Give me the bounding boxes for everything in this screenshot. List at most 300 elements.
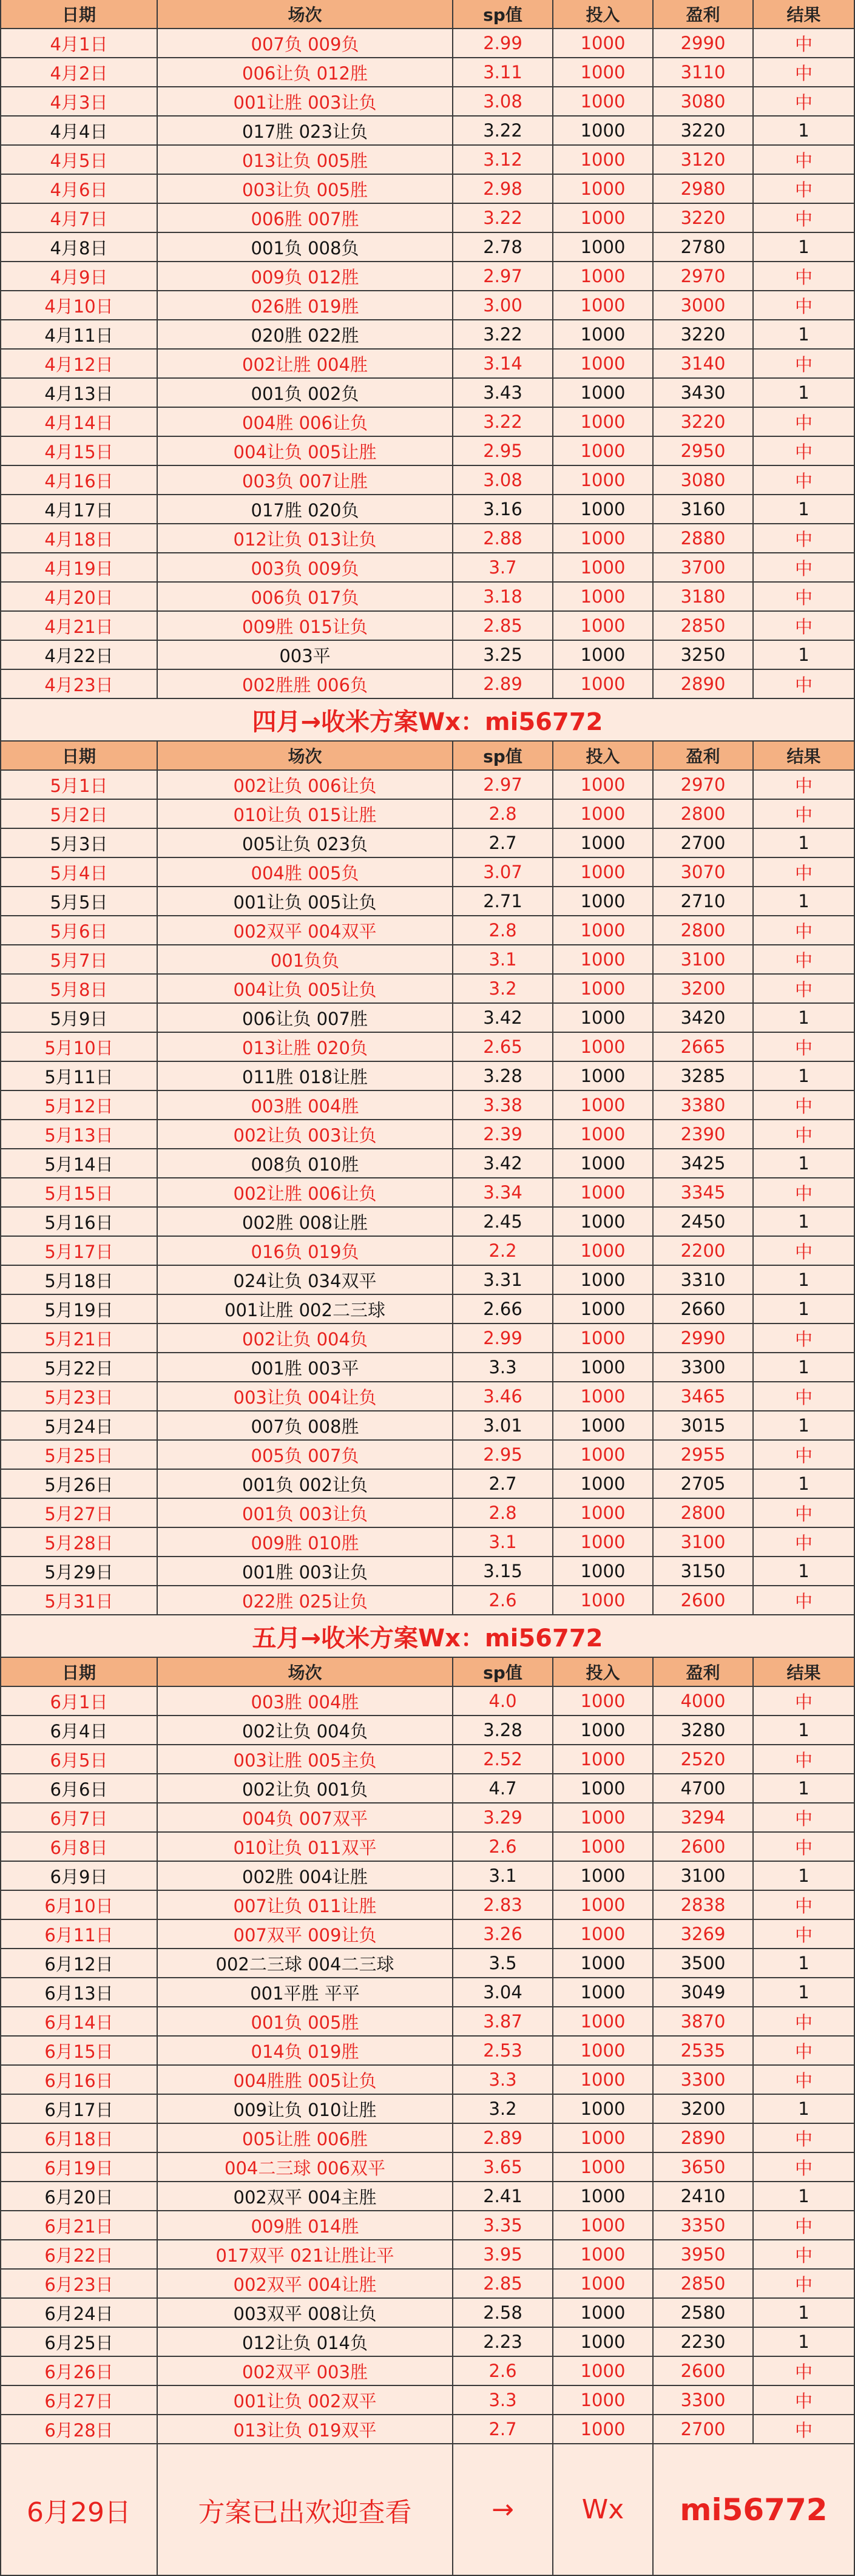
cell-result: 中 [754, 1382, 855, 1411]
cell-result: 1 [754, 829, 855, 858]
cell-profit: 3650 [654, 2153, 754, 2182]
cell-match: 002让胜 006让负 [158, 1178, 453, 1208]
cell-profit: 3080 [654, 466, 754, 495]
cell-stake: 1000 [553, 1208, 654, 1237]
cell-profit: 3070 [654, 858, 754, 887]
cell-profit: 2600 [654, 1586, 754, 1615]
cell-match: 001负 005胜 [158, 2007, 453, 2037]
cell-sp: 3.1 [453, 1862, 553, 1891]
cell-profit: 3180 [654, 583, 754, 612]
cell-sp: 3.35 [453, 2211, 553, 2240]
cell-profit: 2230 [654, 2328, 754, 2357]
cell-stake: 1000 [553, 495, 654, 524]
cell-match: 002二三球 004二三球 [158, 1949, 453, 1978]
cell-stake: 1000 [553, 1324, 654, 1353]
table-row [0, 641, 855, 670]
cell-match: 004二三球 006双平 [158, 2153, 453, 2182]
cell-date: 6月5日 [0, 1745, 158, 1774]
cell-match: 004让负 005让胜 [158, 437, 453, 466]
cell-stake: 1000 [553, 1382, 654, 1411]
cell-match: 011胜 018让胜 [158, 1062, 453, 1091]
table-row [0, 204, 855, 233]
cell-match: 003胜 004胜 [158, 1687, 453, 1716]
cell-result: 中 [754, 2240, 855, 2270]
table-row [0, 887, 855, 916]
header-date: 日期 [0, 742, 158, 771]
cell-result: 1 [754, 495, 855, 524]
cell-stake: 1000 [553, 858, 654, 887]
cell-date: 5月19日 [0, 1295, 158, 1324]
table-row [0, 2182, 855, 2211]
header-result: 结果 [754, 1658, 855, 1687]
cell-profit: 2970 [654, 771, 754, 800]
cell-sp: 3.65 [453, 2153, 553, 2182]
header-stake: 投入 [553, 0, 654, 29]
cell-stake: 1000 [553, 887, 654, 916]
cell-stake: 1000 [553, 117, 654, 146]
table-row [0, 29, 855, 58]
header-stake: 投入 [553, 1658, 654, 1687]
table-row [0, 2095, 855, 2124]
cell-profit: 2520 [654, 1745, 754, 1774]
cell-stake: 1000 [553, 379, 654, 408]
cell-match: 017双平 021让胜让平 [158, 2240, 453, 2270]
cell-stake: 1000 [553, 2328, 654, 2357]
table-row [0, 1557, 855, 1586]
cell-sp: 2.6 [453, 2357, 553, 2386]
cell-sp: 2.8 [453, 916, 553, 945]
cell-stake: 1000 [553, 146, 654, 175]
cell-result: 中 [754, 2007, 855, 2037]
cell-date: 5月29日 [0, 1557, 158, 1586]
cell-match: 003胜 004胜 [158, 1091, 453, 1120]
cell-sp: 2.95 [453, 1441, 553, 1470]
cell-sp: 3.28 [453, 1062, 553, 1091]
cell-match: 002双平 004让胜 [158, 2270, 453, 2299]
cell-date: 5月12日 [0, 1091, 158, 1120]
cell-profit: 3120 [654, 146, 754, 175]
cell-stake: 1000 [553, 350, 654, 379]
table-row [0, 437, 855, 466]
cell-match: 001让负 002双平 [158, 2386, 453, 2415]
table-row [0, 1208, 855, 1237]
cell-profit: 2390 [654, 1120, 754, 1149]
cell-date: 4月4日 [0, 117, 158, 146]
cell-match: 024让负 034双平 [158, 1266, 453, 1295]
cell-profit: 2700 [654, 2415, 754, 2444]
cell-stake: 1000 [553, 2211, 654, 2240]
cell-date: 4月11日 [0, 320, 158, 350]
table-row [0, 262, 855, 291]
cell-stake: 1000 [553, 1411, 654, 1441]
cell-stake: 1000 [553, 1528, 654, 1557]
cell-stake: 1000 [553, 233, 654, 262]
cell-profit: 2780 [654, 233, 754, 262]
cell-profit: 2950 [654, 437, 754, 466]
cell-result: 中 [754, 87, 855, 117]
cell-profit: 2200 [654, 1237, 754, 1266]
cell-sp: 2.8 [453, 1499, 553, 1528]
cell-profit: 2710 [654, 887, 754, 916]
cell-stake: 1000 [553, 408, 654, 437]
cell-result: 中 [754, 291, 855, 320]
cell-profit: 2665 [654, 1033, 754, 1062]
cell-match: 017胜 023让负 [158, 117, 453, 146]
cell-sp: 3.07 [453, 858, 553, 887]
cell-result: 中 [754, 1499, 855, 1528]
table-row [0, 117, 855, 146]
cell-sp: 2.39 [453, 1120, 553, 1149]
cell-result: 中 [754, 524, 855, 553]
table-row [0, 670, 855, 699]
cell-stake: 1000 [553, 1295, 654, 1324]
cell-profit: 3425 [654, 1149, 754, 1178]
cell-result: 中 [754, 2037, 855, 2066]
cell-date: 5月26日 [0, 1470, 158, 1499]
cell-stake: 1000 [553, 1949, 654, 1978]
cell-sp: 2.65 [453, 1033, 553, 1062]
table-row [0, 2153, 855, 2182]
cell-date: 6月16日 [0, 2066, 158, 2095]
cell-match: 006胜 007胜 [158, 204, 453, 233]
cell-profit: 3140 [654, 350, 754, 379]
cell-sp: 3.14 [453, 350, 553, 379]
cell-result: 中 [754, 204, 855, 233]
cell-stake: 1000 [553, 1862, 654, 1891]
cell-sp: 3.08 [453, 87, 553, 117]
cell-profit: 2700 [654, 829, 754, 858]
cell-match: 002让负 006让负 [158, 771, 453, 800]
table-row [0, 2357, 855, 2386]
cell-sp: 3.25 [453, 641, 553, 670]
cell-sp: 2.89 [453, 670, 553, 699]
cell-stake: 1000 [553, 2270, 654, 2299]
cell-profit: 3345 [654, 1178, 754, 1208]
cell-match: 002让胜 004胜 [158, 350, 453, 379]
cell-sp: 3.04 [453, 1978, 553, 2007]
cell-date: 4月19日 [0, 553, 158, 583]
table-row [0, 771, 855, 800]
table-row [0, 1528, 855, 1557]
cell-profit: 2800 [654, 1499, 754, 1528]
cell-sp: 2.23 [453, 2328, 553, 2357]
cell-profit: 2890 [654, 2124, 754, 2153]
cell-stake: 1000 [553, 2095, 654, 2124]
cell-profit: 2990 [654, 29, 754, 58]
table-row [0, 1324, 855, 1353]
cell-date: 5月6日 [0, 916, 158, 945]
table-row [0, 1091, 855, 1120]
cell-profit: 2838 [654, 1891, 754, 1920]
cell-match: 004胜 006让负 [158, 408, 453, 437]
header-sp: sp值 [453, 1658, 553, 1687]
cell-sp: 2.97 [453, 262, 553, 291]
header-date: 日期 [0, 1658, 158, 1687]
footer-message: 方案已出欢迎查看 [158, 2444, 453, 2576]
cell-sp: 3.43 [453, 379, 553, 408]
cell-date: 4月13日 [0, 379, 158, 408]
cell-stake: 1000 [553, 1891, 654, 1920]
cell-stake: 1000 [553, 58, 654, 87]
table-row [0, 1149, 855, 1178]
cell-profit: 3350 [654, 2211, 754, 2240]
cell-date: 5月15日 [0, 1178, 158, 1208]
cell-match: 026胜 019胜 [158, 291, 453, 320]
cell-sp: 2.45 [453, 1208, 553, 1237]
cell-sp: 2.99 [453, 1324, 553, 1353]
cell-date: 6月26日 [0, 2357, 158, 2386]
cell-date: 4月3日 [0, 87, 158, 117]
header-date: 日期 [0, 0, 158, 29]
cell-match: 006让负 007胜 [158, 1004, 453, 1033]
cell-stake: 1000 [553, 175, 654, 204]
cell-match: 012让负 014负 [158, 2328, 453, 2357]
cell-sp: 3.34 [453, 1178, 553, 1208]
cell-sp: 2.95 [453, 437, 553, 466]
cell-sp: 3.15 [453, 1557, 553, 1586]
cell-profit: 3049 [654, 1978, 754, 2007]
cell-result: 1 [754, 1411, 855, 1441]
cell-date: 4月16日 [0, 466, 158, 495]
table-row [0, 1033, 855, 1062]
header-profit: 盈利 [654, 742, 754, 771]
cell-stake: 1000 [553, 1774, 654, 1804]
cell-profit: 2970 [654, 262, 754, 291]
table-row [0, 2211, 855, 2240]
cell-sp: 3.1 [453, 945, 553, 975]
cell-date: 6月13日 [0, 1978, 158, 2007]
cell-sp: 3.3 [453, 2066, 553, 2095]
table-row [0, 1441, 855, 1470]
table-row [0, 1586, 855, 1615]
cell-stake: 1000 [553, 1178, 654, 1208]
cell-date: 6月7日 [0, 1804, 158, 1833]
cell-profit: 4000 [654, 1687, 754, 1716]
cell-profit: 3110 [654, 58, 754, 87]
header-profit: 盈利 [654, 1658, 754, 1687]
table-row [0, 1499, 855, 1528]
table-row [0, 466, 855, 495]
cell-date: 5月24日 [0, 1411, 158, 1441]
cell-profit: 2705 [654, 1470, 754, 1499]
cell-match: 007负 008胜 [158, 1411, 453, 1441]
cell-date: 4月2日 [0, 58, 158, 87]
cell-date: 4月14日 [0, 408, 158, 437]
cell-sp: 3.01 [453, 1411, 553, 1441]
cell-match: 002双平 004双平 [158, 916, 453, 945]
cell-match: 001负负 [158, 945, 453, 975]
cell-sp: 3.7 [453, 553, 553, 583]
cell-profit: 2850 [654, 2270, 754, 2299]
cell-stake: 1000 [553, 2240, 654, 2270]
cell-result: 中 [754, 771, 855, 800]
cell-sp: 2.6 [453, 1586, 553, 1615]
cell-profit: 3220 [654, 320, 754, 350]
cell-sp: 3.29 [453, 1804, 553, 1833]
cell-profit: 3150 [654, 1557, 754, 1586]
header-stake: 投入 [553, 742, 654, 771]
table-row [0, 1745, 855, 1774]
cell-sp: 3.3 [453, 2386, 553, 2415]
cell-stake: 1000 [553, 2386, 654, 2415]
cell-date: 4月21日 [0, 612, 158, 641]
cell-result: 中 [754, 2124, 855, 2153]
cell-sp: 2.99 [453, 29, 553, 58]
cell-match: 022胜 025让负 [158, 1586, 453, 1615]
cell-date: 4月22日 [0, 641, 158, 670]
cell-stake: 1000 [553, 1978, 654, 2007]
table-row [0, 1833, 855, 1862]
cell-result: 中 [754, 1586, 855, 1615]
cell-match: 005负 007负 [158, 1441, 453, 1470]
cell-result: 中 [754, 1120, 855, 1149]
cell-date: 4月8日 [0, 233, 158, 262]
cell-date: 6月24日 [0, 2299, 158, 2328]
cell-result: 中 [754, 2066, 855, 2095]
cell-sp: 3.38 [453, 1091, 553, 1120]
cell-stake: 1000 [553, 1033, 654, 1062]
cell-stake: 1000 [553, 2037, 654, 2066]
cell-sp: 2.78 [453, 233, 553, 262]
table-row [0, 291, 855, 320]
cell-sp: 2.7 [453, 2415, 553, 2444]
cell-date: 5月21日 [0, 1324, 158, 1353]
cell-match: 002让负 004负 [158, 1324, 453, 1353]
cell-sp: 3.28 [453, 1716, 553, 1745]
cell-sp: 2.85 [453, 612, 553, 641]
cell-result: 中 [754, 583, 855, 612]
cell-profit: 3280 [654, 1716, 754, 1745]
cell-stake: 1000 [553, 2182, 654, 2211]
cell-result: 中 [754, 1920, 855, 1949]
cell-match: 003让胜 005主负 [158, 1745, 453, 1774]
cell-stake: 1000 [553, 1353, 654, 1382]
cell-date: 5月5日 [0, 887, 158, 916]
table-row [0, 87, 855, 117]
cell-match: 001胜 003让负 [158, 1557, 453, 1586]
cell-profit: 3269 [654, 1920, 754, 1949]
cell-date: 6月11日 [0, 1920, 158, 1949]
cell-sp: 2.97 [453, 771, 553, 800]
cell-result: 中 [754, 146, 855, 175]
cell-profit: 2450 [654, 1208, 754, 1237]
cell-sp: 3.2 [453, 975, 553, 1004]
cell-sp: 3.22 [453, 117, 553, 146]
cell-date: 5月8日 [0, 975, 158, 1004]
cell-match: 002胜胜 006负 [158, 670, 453, 699]
cell-date: 5月23日 [0, 1382, 158, 1411]
cell-match: 010让负 015让胜 [158, 800, 453, 829]
cell-result: 中 [754, 800, 855, 829]
cell-match: 002双平 004主胜 [158, 2182, 453, 2211]
table-row [0, 1804, 855, 1833]
cell-date: 6月6日 [0, 1774, 158, 1804]
cell-match: 002让负 003让负 [158, 1120, 453, 1149]
cell-stake: 1000 [553, 204, 654, 233]
cell-stake: 1000 [553, 2007, 654, 2037]
cell-date: 4月20日 [0, 583, 158, 612]
cell-sp: 3.22 [453, 408, 553, 437]
cell-result: 中 [754, 2357, 855, 2386]
cell-result: 1 [754, 887, 855, 916]
cell-profit: 2410 [654, 2182, 754, 2211]
cell-stake: 1000 [553, 2066, 654, 2095]
cell-result: 1 [754, 641, 855, 670]
cell-profit: 3200 [654, 2095, 754, 2124]
cell-sp: 3.1 [453, 1528, 553, 1557]
cell-result: 1 [754, 1353, 855, 1382]
cell-match: 010让负 011双平 [158, 1833, 453, 1862]
cell-profit: 3200 [654, 975, 754, 1004]
cell-date: 5月13日 [0, 1120, 158, 1149]
table-row [0, 553, 855, 583]
cell-date: 6月20日 [0, 2182, 158, 2211]
cell-result: 中 [754, 2211, 855, 2240]
cell-stake: 1000 [553, 437, 654, 466]
cell-sp: 3.18 [453, 583, 553, 612]
cell-sp: 2.85 [453, 2270, 553, 2299]
cell-date: 4月23日 [0, 670, 158, 699]
cell-profit: 3465 [654, 1382, 754, 1411]
cell-profit: 2800 [654, 916, 754, 945]
section-banner: 四月→收米方案Wx：mi56772 [0, 699, 855, 742]
cell-result: 1 [754, 1557, 855, 1586]
cell-result: 中 [754, 1178, 855, 1208]
cell-profit: 3500 [654, 1949, 754, 1978]
cell-profit: 3950 [654, 2240, 754, 2270]
cell-sp: 2.88 [453, 524, 553, 553]
table-row [0, 1774, 855, 1804]
cell-match: 001让胜 002二三球 [158, 1295, 453, 1324]
cell-sp: 2.7 [453, 1470, 553, 1499]
cell-date: 6月25日 [0, 2328, 158, 2357]
table-row [0, 2037, 855, 2066]
table-row [0, 2007, 855, 2037]
table-header-row [0, 1658, 855, 1687]
cell-stake: 1000 [553, 291, 654, 320]
table-row [0, 945, 855, 975]
cell-sp: 2.98 [453, 175, 553, 204]
cell-match: 007双平 009让负 [158, 1920, 453, 1949]
cell-match: 004让负 005让负 [158, 975, 453, 1004]
cell-profit: 3420 [654, 1004, 754, 1033]
cell-date: 6月23日 [0, 2270, 158, 2299]
cell-sp: 2.71 [453, 887, 553, 916]
cell-stake: 1000 [553, 320, 654, 350]
cell-sp: 3.22 [453, 320, 553, 350]
cell-match: 001负 003让负 [158, 1499, 453, 1528]
header-result: 结果 [754, 0, 855, 29]
cell-profit: 4700 [654, 1774, 754, 1804]
cell-date: 4月12日 [0, 350, 158, 379]
table-row [0, 1178, 855, 1208]
cell-stake: 1000 [553, 670, 654, 699]
cell-result: 1 [754, 1208, 855, 1237]
table-row [0, 800, 855, 829]
footer-wx-label: Wx [553, 2444, 654, 2576]
cell-match: 001胜 003平 [158, 1353, 453, 1382]
cell-profit: 2990 [654, 1324, 754, 1353]
cell-date: 5月2日 [0, 800, 158, 829]
cell-sp: 3.46 [453, 1382, 553, 1411]
cell-match: 009胜 010胜 [158, 1528, 453, 1557]
cell-profit: 2600 [654, 2357, 754, 2386]
cell-date: 4月18日 [0, 524, 158, 553]
cell-profit: 2580 [654, 2299, 754, 2328]
cell-stake: 1000 [553, 1920, 654, 1949]
table-row [0, 612, 855, 641]
cell-sp: 3.95 [453, 2240, 553, 2270]
